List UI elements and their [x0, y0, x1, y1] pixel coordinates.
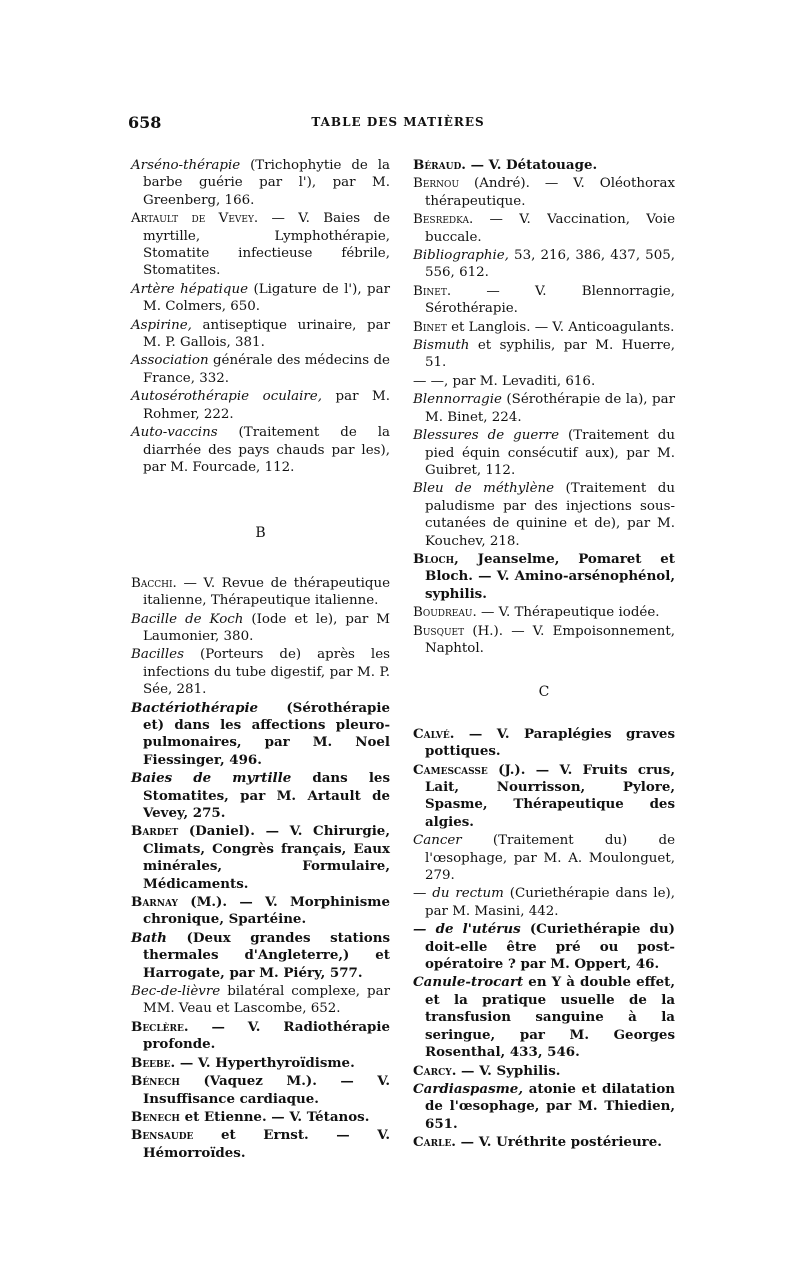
entry-text: — V. Détatouage.	[465, 157, 598, 173]
entry-heading: Besredka.	[413, 212, 474, 228]
entry-heading: Barnay	[131, 894, 178, 911]
entry-heading: Busquet	[413, 623, 465, 639]
section-letter: C	[538, 684, 550, 701]
index-entry	[413, 319, 675, 336]
entry-text: Jeanselme, Pomaret et Bloch. — V. Amino-arsénophénol, syphilis.	[425, 550, 675, 602]
entry-heading: Bensaude	[131, 1127, 194, 1144]
entry-text: — V. Paraplégies graves pottiques.	[425, 725, 675, 760]
entry-text: (Trichophytie de la barbe guérie par l'), par M. Greenberg, 166.	[143, 158, 390, 208]
index-entry	[131, 157, 390, 209]
index-entry	[131, 823, 390, 893]
index-entry	[413, 175, 675, 210]
index-entry	[413, 726, 675, 761]
index-entry	[413, 1081, 675, 1133]
index-entry	[131, 281, 390, 316]
entry-text: — V. Thérapeutique iodée.	[476, 605, 660, 621]
entry-heading: Binet.	[413, 283, 452, 299]
entry-text: générale des médecins de France, 332.	[143, 353, 390, 386]
entry-text: et Ernst. — V. Hémorroïdes.	[143, 1127, 390, 1161]
entry-heading: Boudreau.	[413, 605, 477, 621]
entry-text: — V. Hyperthyroïdisme.	[175, 1054, 355, 1071]
entry-text: (H.). — V. Empoisonnement, Naphtol.	[425, 623, 675, 656]
index-entry	[413, 762, 675, 832]
entry-heading: Blessures de guerre	[413, 428, 559, 444]
entry-heading: Beebe.	[131, 1054, 176, 1071]
index-entry	[131, 1073, 390, 1108]
entry-heading: Béraud.	[413, 157, 466, 173]
entry-heading: Canule-trocart	[413, 974, 524, 991]
index-entry	[131, 611, 390, 646]
index-entry	[131, 1019, 390, 1054]
entry-heading: Bleu de méthylène	[413, 481, 555, 497]
index-entry	[131, 1109, 390, 1126]
entry-heading: Bactériothérapie	[131, 699, 259, 716]
index-entry	[413, 391, 675, 426]
running-title: TABLE DES MATIÈRES	[311, 115, 485, 129]
entry-text: (Daniel). — V. Chirurgie, Climats, Congrès français, Eaux minérales, Formulaire, Médicaments.	[143, 823, 390, 892]
entry-heading: Carle.	[413, 1134, 456, 1151]
entry-heading: Autosérothérapie oculaire,	[131, 389, 322, 405]
index-entry	[131, 983, 390, 1018]
entry-text: — V. Uréthrite postérieure.	[455, 1134, 662, 1151]
entry-heading: Binet	[413, 319, 447, 335]
entry-text: (Traitement du pied équin consécutif aux), par M. Guibret, 112.	[425, 428, 675, 478]
entry-text: 53, 216, 386, 437, 505, 556, 612.	[425, 248, 675, 281]
entry-text: (M.). — V. Morphinisme chronique, Spartéine.	[143, 894, 390, 928]
entry-text: antiseptique urinaire, par M. P. Gallois, 381.	[143, 317, 390, 351]
entry-heading: Bacille de Koch	[131, 611, 244, 627]
entry-text: — V. Blennorragie, Sérothérapie.	[425, 283, 675, 317]
entry-text: (Sérothérapie de la), par M. Binet, 224.	[425, 392, 675, 425]
index-entry	[413, 832, 675, 884]
index-entry	[131, 894, 390, 929]
index-entry	[413, 623, 675, 658]
index-entry	[413, 337, 675, 372]
entry-text: par M. Rohmer, 222.	[143, 389, 390, 422]
entry-heading: Bacilles	[131, 647, 184, 663]
entry-text: en Y à double effet, et la pratique usuelle de la transfusion sanguine à la seringue, par M. Georges Rosenthal, 433, 546.	[425, 974, 675, 1061]
index-entry	[131, 646, 390, 698]
entry-heading: Bénech	[131, 1073, 180, 1090]
right-column	[413, 157, 675, 1153]
entry-text: et Etienne. — V. Tétanos.	[179, 1108, 370, 1125]
entry-text: (Vaquez M.). — V. Insuffisance cardiaque.	[143, 1073, 390, 1107]
entry-heading: — de l'utérus	[413, 921, 521, 938]
index-entry	[131, 210, 390, 280]
index-entry	[131, 1055, 390, 1072]
entry-text: — V. Syphilis.	[456, 1062, 561, 1079]
index-entry	[413, 921, 675, 973]
entry-heading: Auto-vaccins	[131, 425, 218, 441]
entry-heading: Camescasse	[413, 761, 488, 778]
entry-text: et Langlois. — V. Anticoagulants.	[446, 319, 675, 335]
entry-heading: Bismuth	[413, 338, 470, 354]
index-entry	[413, 283, 675, 318]
entry-heading: — —,	[413, 373, 449, 389]
index-entry	[413, 211, 675, 246]
entry-heading: Association	[131, 353, 209, 369]
entry-heading: Bec-de-lièvre	[131, 984, 221, 1000]
entry-heading: Bardet	[131, 823, 179, 840]
entry-heading: Bibliographie,	[413, 248, 509, 264]
entry-text: (Ligature de l'), par M. Colmers, 650.	[143, 281, 390, 315]
entry-text: (Deux grandes stations thermales d'Angleterre,) et Harrogate, par M. Piéry, 577.	[143, 929, 390, 981]
index-entry	[131, 317, 390, 352]
index-entry	[413, 604, 675, 621]
entry-heading: Bath	[131, 929, 167, 946]
entry-text: par M. Levaditi, 616.	[448, 373, 596, 389]
entry-text: (Curiethérapie du) doit-elle être pré ou post-opératoire ? par M. Oppert, 46.	[425, 921, 675, 973]
entry-heading: Aspirine,	[131, 317, 192, 333]
entry-text: (André). — V. Oléothorax thérapeutique.	[425, 176, 675, 209]
index-entry	[413, 1063, 675, 1080]
index-entry	[413, 974, 675, 1061]
entry-heading: Bacchi.	[131, 575, 177, 591]
entry-text: — V. Baies de myrtille, Lymphothérapie, Stomatite infectieuse fébrile, Stomatites.	[143, 211, 390, 279]
entry-text: — V. Radiothérapie profonde.	[143, 1018, 390, 1053]
index-entry	[413, 551, 675, 603]
index-entry	[131, 700, 390, 770]
entry-heading: Calvé.	[413, 725, 455, 742]
section-letter: B	[255, 525, 266, 542]
index-entry	[131, 575, 390, 610]
index-entry	[131, 1127, 390, 1162]
index-entry	[413, 427, 675, 479]
entry-heading: — du rectum	[413, 886, 504, 902]
entry-heading: Cardiaspasme,	[413, 1080, 523, 1097]
entry-text: (Traitement du paludisme par des injections sous-cutanées de quinine et de), par M. Kouchev, 218.	[425, 481, 675, 549]
entry-text: atonie et dilatation de l'œsophage, par M. Thiedien, 651.	[425, 1080, 675, 1132]
entry-text: bilatéral complexe, par MM. Veau et Lascombe, 652.	[143, 984, 390, 1017]
entry-heading: Baies de myrtille	[131, 770, 292, 787]
entry-heading: Carcy.	[413, 1062, 457, 1079]
entry-text: (Traitement de la diarrhée des pays chauds par les), par M. Fourcade, 112.	[143, 425, 390, 475]
entry-heading: Cancer	[413, 833, 462, 849]
entry-heading: Benech	[131, 1108, 180, 1125]
entry-text: (Porteurs de) après les infections du tube digestif, par M. P. Sée, 281.	[143, 647, 390, 698]
entry-text: (Sérothérapie et) dans les affections pleuro-pulmonaires, par M. Noel Fiessinger, 496.	[143, 699, 390, 768]
index-entry	[131, 930, 390, 982]
index-entry	[131, 770, 390, 822]
entry-heading: Artère hépatique	[131, 281, 249, 297]
entry-heading: Blennorragie	[413, 392, 502, 408]
entry-heading: Bernou	[413, 176, 460, 192]
entry-text: (J.). — V. Fruits crus, Lait, Nourrisson, Pylore, Spasme, Thérapeutique des algies.	[425, 761, 675, 830]
index-entry	[131, 424, 390, 476]
left-column	[131, 157, 390, 1163]
index-entry	[131, 388, 390, 423]
page-header	[128, 113, 668, 137]
entry-text: (Curiethérapie dans le), par M. Masini, 442.	[425, 886, 675, 919]
entry-heading: Artault de Vevey.	[131, 211, 259, 227]
entry-text: et syphilis, par M. Huerre, 51.	[425, 338, 675, 371]
entry-text: — V. Revue de thérapeutique italienne, Thérapeutique italienne.	[143, 575, 390, 609]
index-entry	[413, 373, 675, 390]
entry-heading: Bloch,	[413, 550, 459, 567]
entry-text: — V. Vaccination, Voie buccale.	[425, 212, 675, 245]
entry-text: dans les Stomatites, par M. Artault de Vevey, 275.	[143, 770, 390, 821]
index-entry	[413, 480, 675, 550]
index-entry	[413, 247, 675, 282]
index-entry	[413, 885, 675, 920]
entry-text: (Iode et le), par M Laumonier, 380.	[143, 611, 391, 644]
entry-text: (Traitement du) de l'œsophage, par M. A. Moulonguet, 279.	[425, 833, 675, 884]
page-number: 658	[128, 113, 162, 132]
index-entry	[131, 352, 390, 387]
entry-heading: Arséno-thérapie	[131, 158, 241, 173]
index-entry	[413, 157, 675, 174]
index-entry	[413, 1134, 675, 1151]
entry-heading: Beclère.	[131, 1018, 189, 1035]
